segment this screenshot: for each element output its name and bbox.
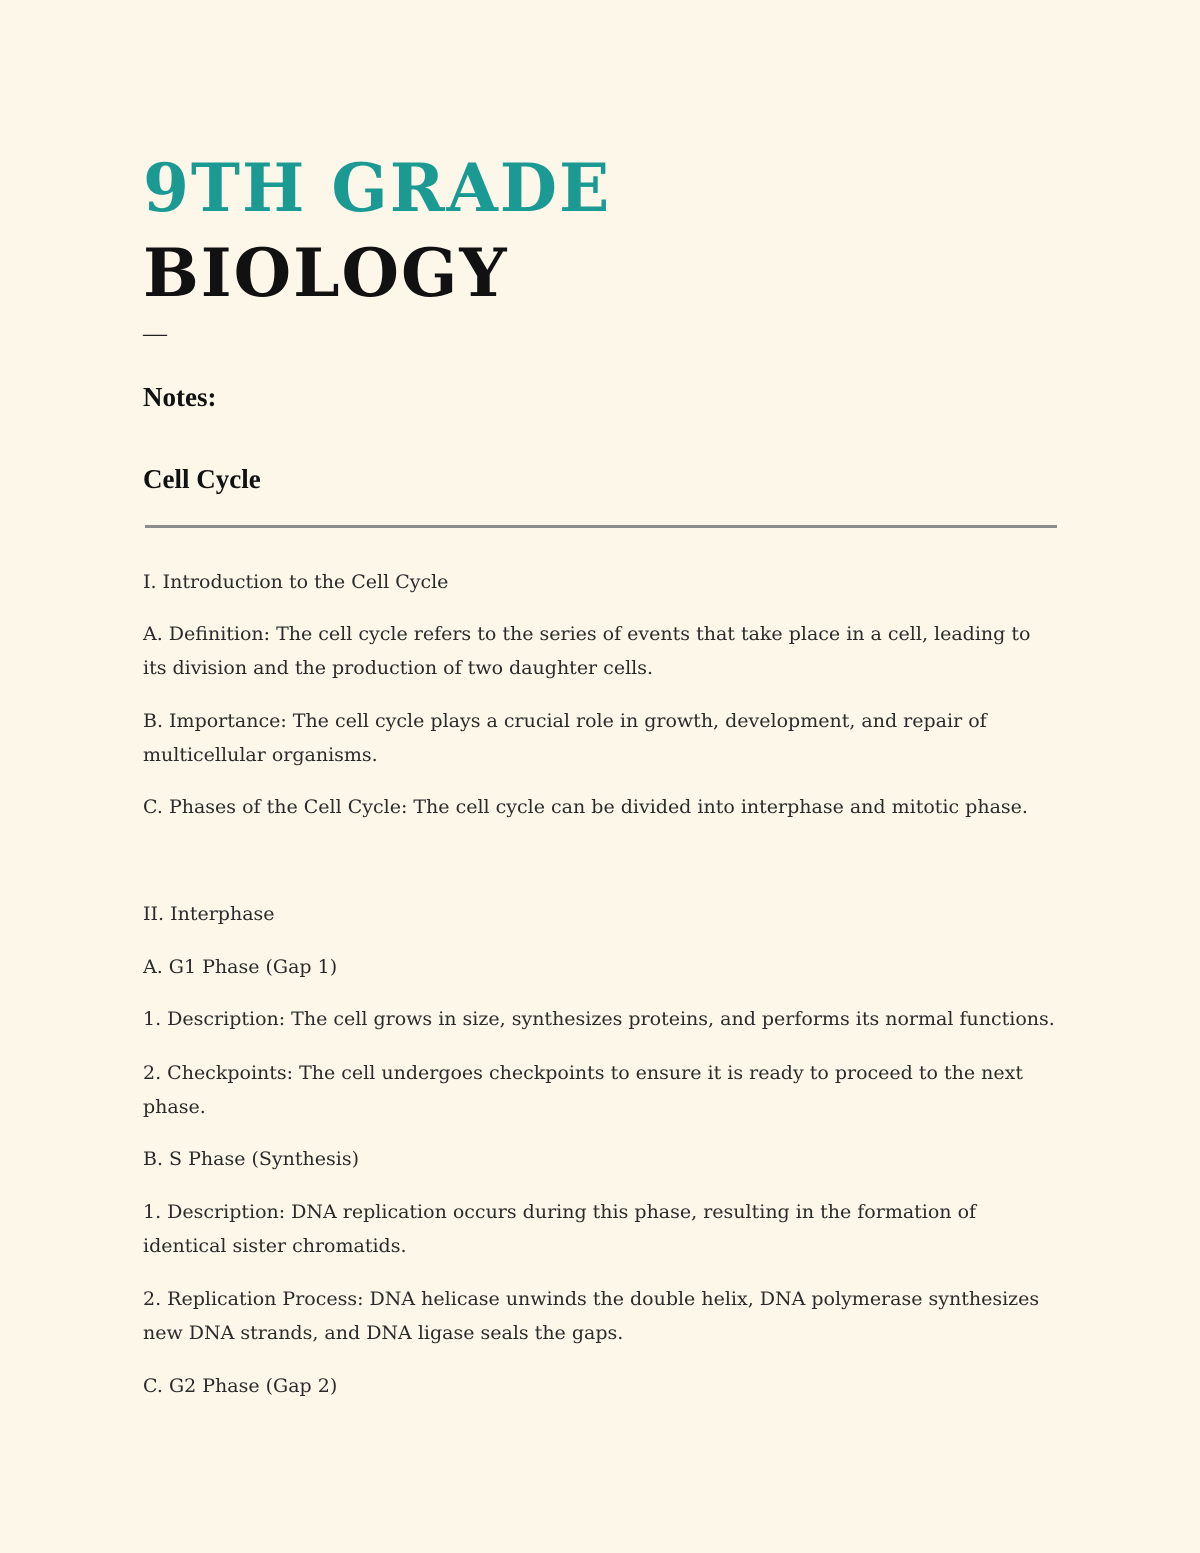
- outline-item-s-replication: 2. Replication Process: DNA helicase unwinds the double helix, DNA polymerase synthesizes new DNA strands, and DNA ligase seals the gaps.: [143, 1288, 1040, 1344]
- title-grade: 9TH GRADE: [143, 149, 612, 227]
- outline-item-g2-phase: C. G2 Phase (Gap 2): [143, 1375, 338, 1397]
- outline-item-g1-description: 1. Description: The cell grows in size, synthesizes proteins, and performs its normal functions.: [143, 1008, 1055, 1030]
- outline-item-g1-phase: A. G1 Phase (Gap 1): [143, 956, 338, 978]
- outline-heading-intro: I. Introduction to the Cell Cycle: [143, 571, 449, 593]
- title-subject: BIOLOGY: [143, 234, 509, 312]
- title-dash: —: [143, 321, 167, 347]
- outline-heading-interphase: II. Interphase: [143, 903, 275, 925]
- horizontal-rule: [145, 525, 1057, 528]
- outline-item-s-phase: B. S Phase (Synthesis): [143, 1148, 359, 1170]
- notes-label: Notes:: [143, 382, 217, 412]
- outline-item-definition: A. Definition: The cell cycle refers to the series of events that take place in a cell, leading to its division and the production of two daughter cells.: [143, 623, 1031, 679]
- outline-item-s-description: 1. Description: DNA replication occurs during this phase, resulting in the formation of identical sister chromatids.: [143, 1201, 977, 1257]
- outline-item-importance: B. Importance: The cell cycle plays a crucial role in growth, development, and repair of multicellular organisms.: [143, 710, 987, 766]
- outline-item-phases: C. Phases of the Cell Cycle: The cell cycle can be divided into interphase and mitotic phase.: [143, 796, 1028, 818]
- outline-item-g1-checkpoints: 2. Checkpoints: The cell undergoes checkpoints to ensure it is ready to proceed to the next phase.: [143, 1062, 1023, 1118]
- section-title: Cell Cycle: [143, 464, 261, 494]
